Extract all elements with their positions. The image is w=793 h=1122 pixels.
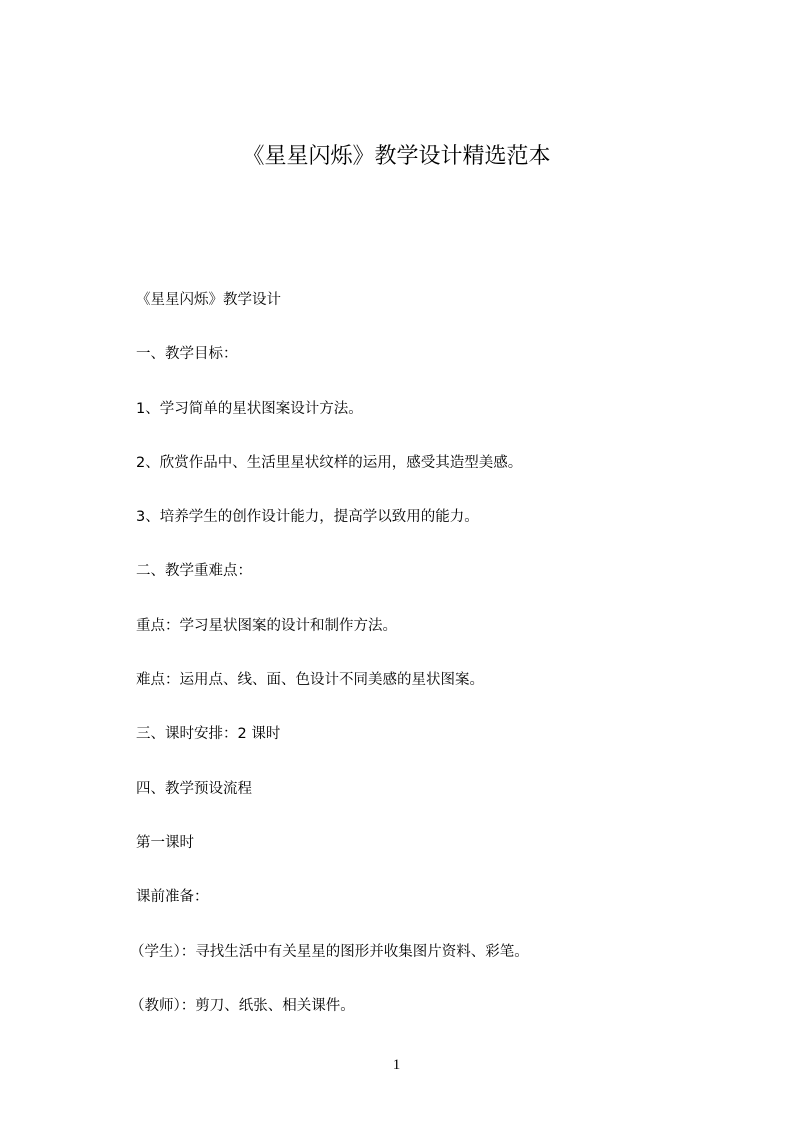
objective-item-2: 2、欣赏作品中、生活里星状纹样的运用，感受其造型美感。: [136, 454, 523, 471]
page-number: 1: [392, 1057, 401, 1073]
teacher-preparation-line: （教师）：剪刀、纸张、相关课件。: [130, 997, 355, 1014]
objective-item-3: 3、培养学生的创作设计能力，提高学以致用的能力。: [136, 509, 479, 526]
document-title: 《星星闪烁》教学设计精选范本: [242, 144, 551, 169]
section-heading-objectives: 一、教学目标：: [136, 346, 238, 363]
document-body: [130, 288, 746, 1048]
preparation-heading: 课前准备：: [136, 889, 209, 906]
lesson-heading-first: 第一课时: [136, 834, 194, 851]
key-point-line: 重点：学习星状图案的设计和制作方法。: [136, 617, 397, 634]
section-heading-process: 四、教学预设流程: [136, 780, 252, 797]
section-heading-key-points: 二、教学重难点：: [136, 563, 252, 580]
section-heading-schedule: 三、课时安排：2 课时: [136, 726, 281, 743]
difficult-point-line: 难点：运用点、线、面、色设计不同美感的星状图案。: [136, 672, 484, 689]
subtitle-line: 《星星闪烁》教学设计: [136, 292, 281, 308]
student-preparation-line: （学生）：寻找生活中有关星星的图形并收集图片资料、彩笔。: [130, 943, 529, 960]
objective-item-1: 1、学习简单的星状图案设计方法。: [136, 400, 363, 417]
